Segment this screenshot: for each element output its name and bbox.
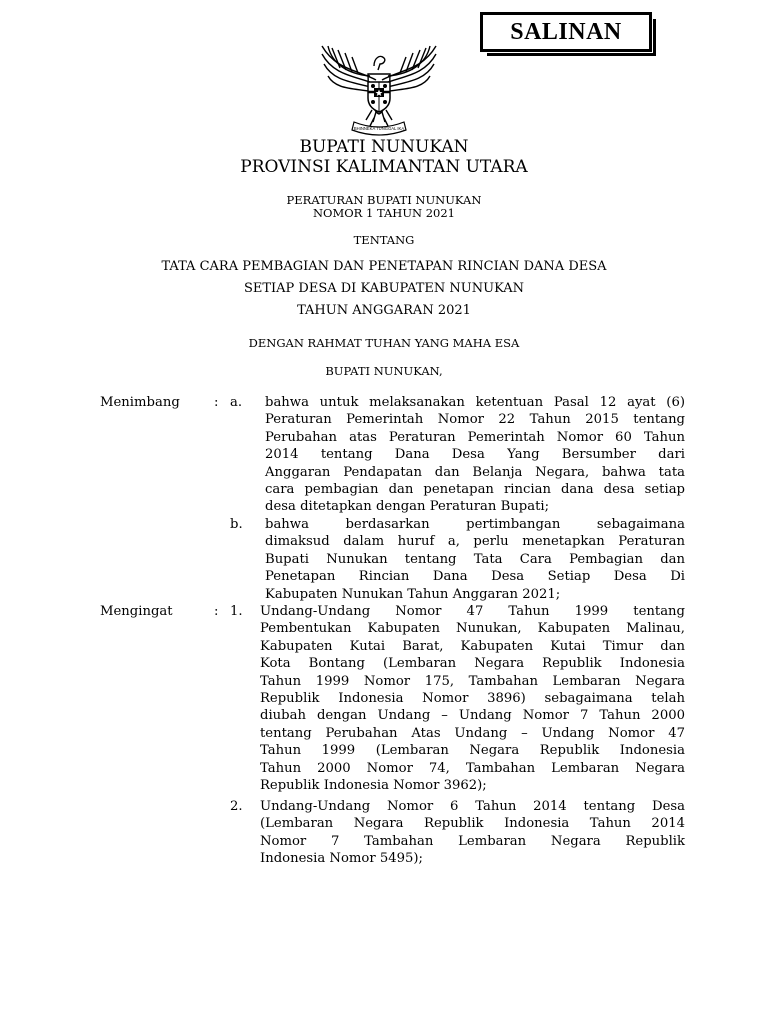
- menimbang-label: Menimbang: [100, 395, 180, 410]
- menimbang-item-a: bahwa untuk melaksanakan ketentuan Pasal 12 ayat (6) Peraturan Pemerintah Nomor 22 Tahun 2015 tentang Perubahan atas Peraturan Pemerintah Nomor 60 Tahun 2014 tentang Dana Desa Yang Bersumber dari Anggaran Pendapatan dan Belanja Negara, bahwa tata cara pembagian dan penetapan rincian dana desa setiap desa ditetapkan dengan Peraturan Bupati;: [265, 395, 685, 515]
- regulation-title-line-3: TAHUN ANGGARAN 2021: [297, 303, 471, 318]
- issuer-line: BUPATI NUNUKAN,: [325, 364, 443, 378]
- province-title: PROVINSI KALIMANTAN UTARA: [240, 157, 528, 177]
- menimbang-item-marker: a.: [230, 395, 243, 410]
- regulation-title-line-1: TATA CARA PEMBAGIAN DAN PENETAPAN RINCIAN DANA DESA: [161, 259, 607, 274]
- blessing-line: DENGAN RAHMAT TUHAN YANG MAHA ESA: [248, 336, 520, 350]
- menimbang-item-b: bahwa berdasarkan pertimbangan sebagaimana dimaksud dalam huruf a, perlu menetapkan Peraturan Bupati Nunukan tentang Tata Cara Pembagian dan Penetapan Rincian Dana Desa Setiap Desa Di Kabupaten Nunukan Tahun Anggaran 2021;: [265, 517, 685, 602]
- regulation-number: NOMOR 1 TAHUN 2021: [312, 206, 456, 220]
- regulation-type: PERATURAN BUPATI NUNUKAN: [286, 193, 482, 207]
- about-label: TENTANG: [353, 233, 415, 247]
- mengingat-item-2: Undang-Undang Nomor 6 Tahun 2014 tentang Desa (Lembaran Negara Republik Indonesia Tahun 2014 Nomor 7 Tambahan Lembaran Negara Republik Indonesia Nomor 5495);: [260, 799, 685, 867]
- emblem-motto: BHINNEKA TUNGGAL IKA: [353, 126, 405, 131]
- mengingat-colon: :: [214, 604, 219, 619]
- mengingat-label: Mengingat: [100, 604, 173, 619]
- salinan-stamp: SALINAN: [480, 12, 652, 52]
- menimbang-colon: :: [214, 395, 219, 410]
- mengingat-item-1: Undang-Undang Nomor 47 Tahun 1999 tentang Pembentukan Kabupaten Nunukan, Kabupaten Malinau, Kabupaten Kutai Barat, Kabupaten Kutai Timur dan Kota Bontang (Lembaran Negara Republik Indonesia Tahun 1999 Nomor 175, Tambahan Lembaran Negara Republik Indonesia Nomor 3896) sebagaimana telah diubah dengan Undang – Undang Nomor 7 Tahun 2000 tentang Perubahan Atas Undang – Undang Nomor 47 Tahun 1999 (Lembaran Negara Republik Indonesia Tahun 2000 Nomor 74, Tambahan Lembaran Negara Republik Indonesia Nomor 3962);: [260, 604, 685, 793]
- mengingat-item-marker: 1.: [230, 604, 243, 619]
- mengingat-item-marker: 2.: [230, 799, 243, 814]
- garuda-pancasila-emblem-icon: [318, 40, 440, 136]
- issuer-title: BUPATI NUNUKAN: [299, 137, 469, 157]
- menimbang-item-marker: b.: [230, 517, 243, 532]
- regulation-title-line-2: SETIAP DESA DI KABUPATEN NUNUKAN: [243, 281, 525, 296]
